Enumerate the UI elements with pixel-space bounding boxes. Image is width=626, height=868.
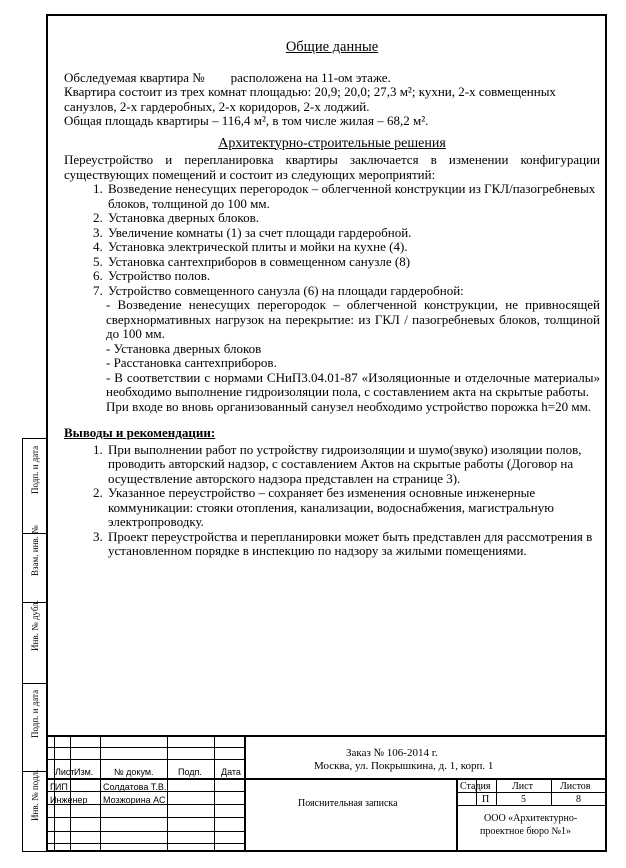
conclusions-list: [64, 443, 600, 559]
document-body: [64, 40, 600, 559]
stamp-company-line2: проектное бюро №1»: [480, 826, 572, 837]
stamp-sheet-value: 5: [521, 794, 526, 805]
stamp-sheet-label: Лист: [512, 781, 533, 792]
list-item: 2. Указанное переустройство – сохраняет без изменения основные инженерные коммуникации: стояки отопления, канализации, водоснабжения, магистральную электропроводку.: [106, 486, 600, 530]
sub-item: - В соответствии с нормами СНиП3.04.01-87 «Изоляционные и отделочные материалы» необходимо выполнение гидроизоляции пола, с составлением акта на скрытые работы.: [106, 369, 600, 399]
conclusions-title: Выводы и рекомендации:: [64, 425, 216, 440]
stamp-header-date: Дата: [221, 767, 241, 777]
side-label-podp-data: Подп. и дата: [30, 689, 40, 738]
stamp-header-docnum: № докум.: [114, 767, 154, 777]
sub-item: - Установка дверных блоков: [106, 340, 262, 356]
side-label-inv-dubl: Инв. № дубл.: [30, 600, 40, 651]
stamp-header-sign: Подп.: [178, 767, 202, 777]
list-item: 2. Установка дверных блоков.: [106, 211, 600, 226]
general-line: Обследуемая квартира № расположена на 11-ом этаже.: [64, 69, 391, 85]
sub-item: - Возведение ненесущих перегородок – облегченной конструкции, не привносящей сверхнормативных нагрузок на перекрытие: из ГКЛ / пазогребневых блоков, толщиной до 100 мм.: [106, 297, 600, 341]
stamp-doc-name: Пояснительная записка: [298, 798, 398, 809]
list-item: 3. Увеличение комнаты (1) за счет площади гардеробной.: [106, 226, 600, 241]
general-line: Общая площадь квартиры – 116,4 м², в том числе жилая – 68,2 м².: [64, 113, 429, 128]
stamp-gip-role: ГИП: [50, 782, 68, 792]
stamp-sheets-label: Листов: [560, 781, 591, 792]
title-block: [46, 735, 607, 852]
list-item: 7. Устройство совмещенного санузла (6) на площади гардеробной:: [106, 284, 600, 299]
general-line: Квартира состоит из трех комнат площадью: 20,9; 20,0; 27,3 м²; кухни, 2-х совмещенных санузлов, 2-х гардеробных, 2-х коридоров, 2-х лоджий.: [64, 84, 556, 114]
side-divider: [23, 683, 47, 684]
stamp-gip-name: Солдатова Т.В.: [103, 782, 167, 792]
sub-item: При входе во вновь организованный санузел необходимо устройство порожка h=20 мм.: [106, 398, 592, 414]
side-label-inv-podl: Инв. № подл.: [30, 769, 40, 821]
stamp-header-sheet: Лист: [55, 767, 75, 777]
arch-list: [64, 182, 600, 298]
stamp-sheets-value: 8: [576, 794, 581, 805]
stamp-stage-value: П: [482, 794, 490, 805]
arch-intro: Переустройство и перепланировка квартиры заключается в изменении конфигурации существующих помещений и состоит из следующих мероприятий:: [64, 152, 600, 182]
sub-item: - Расстановка сантехприборов.: [106, 355, 277, 370]
side-label-vzam-inv: Взам. инв. №: [30, 525, 40, 576]
list-item: 6. Устройство полов.: [106, 269, 600, 284]
stamp-header-change: Изм.: [74, 767, 94, 777]
list-item: 1. При выполнении работ по устройству гидроизоляции и шумо(звуко) изоляции полов, проводить авторский надзор, с составлением Актов на скрытые работы (Договор на осуществление авторского надзора представлен на странице 3).: [106, 443, 600, 487]
stamp-order: Заказ № 106-2014 г.: [346, 747, 438, 759]
side-stamp-column: [22, 438, 48, 852]
section-title-arch: Архитектурно-строительные решения: [218, 135, 446, 151]
stamp-engineer-name: Мозжорина АС: [103, 795, 166, 805]
stamp-stage-label: Стадия: [460, 781, 491, 792]
list-item: 5. Установка сантехприборов в совмещенном санузле (8): [106, 255, 600, 270]
list-item: 4. Установка электрической плиты и мойки на кухне (4).: [106, 240, 600, 255]
stamp-engineer-role: Инженер: [50, 795, 88, 805]
stamp-company-line1: ООО «Архитектурно-: [484, 813, 578, 824]
list-item: 3. Проект переустройства и перепланировки может быть представлен для рассмотрения в установленном порядке в инспекцию по надзору за жилыми помещениями.: [106, 530, 600, 559]
stamp-address: Москва, ул. Покрышкина, д. 1, корп. 1: [314, 760, 494, 772]
page-title: Общие данные: [285, 39, 379, 55]
side-label-podp-data: Подп. и дата: [30, 445, 40, 494]
list-item: 1. Возведение ненесущих перегородок – облегченной конструкции из ГКЛ/пазогребневых блоков, толщиной до 100 мм.: [106, 182, 600, 211]
